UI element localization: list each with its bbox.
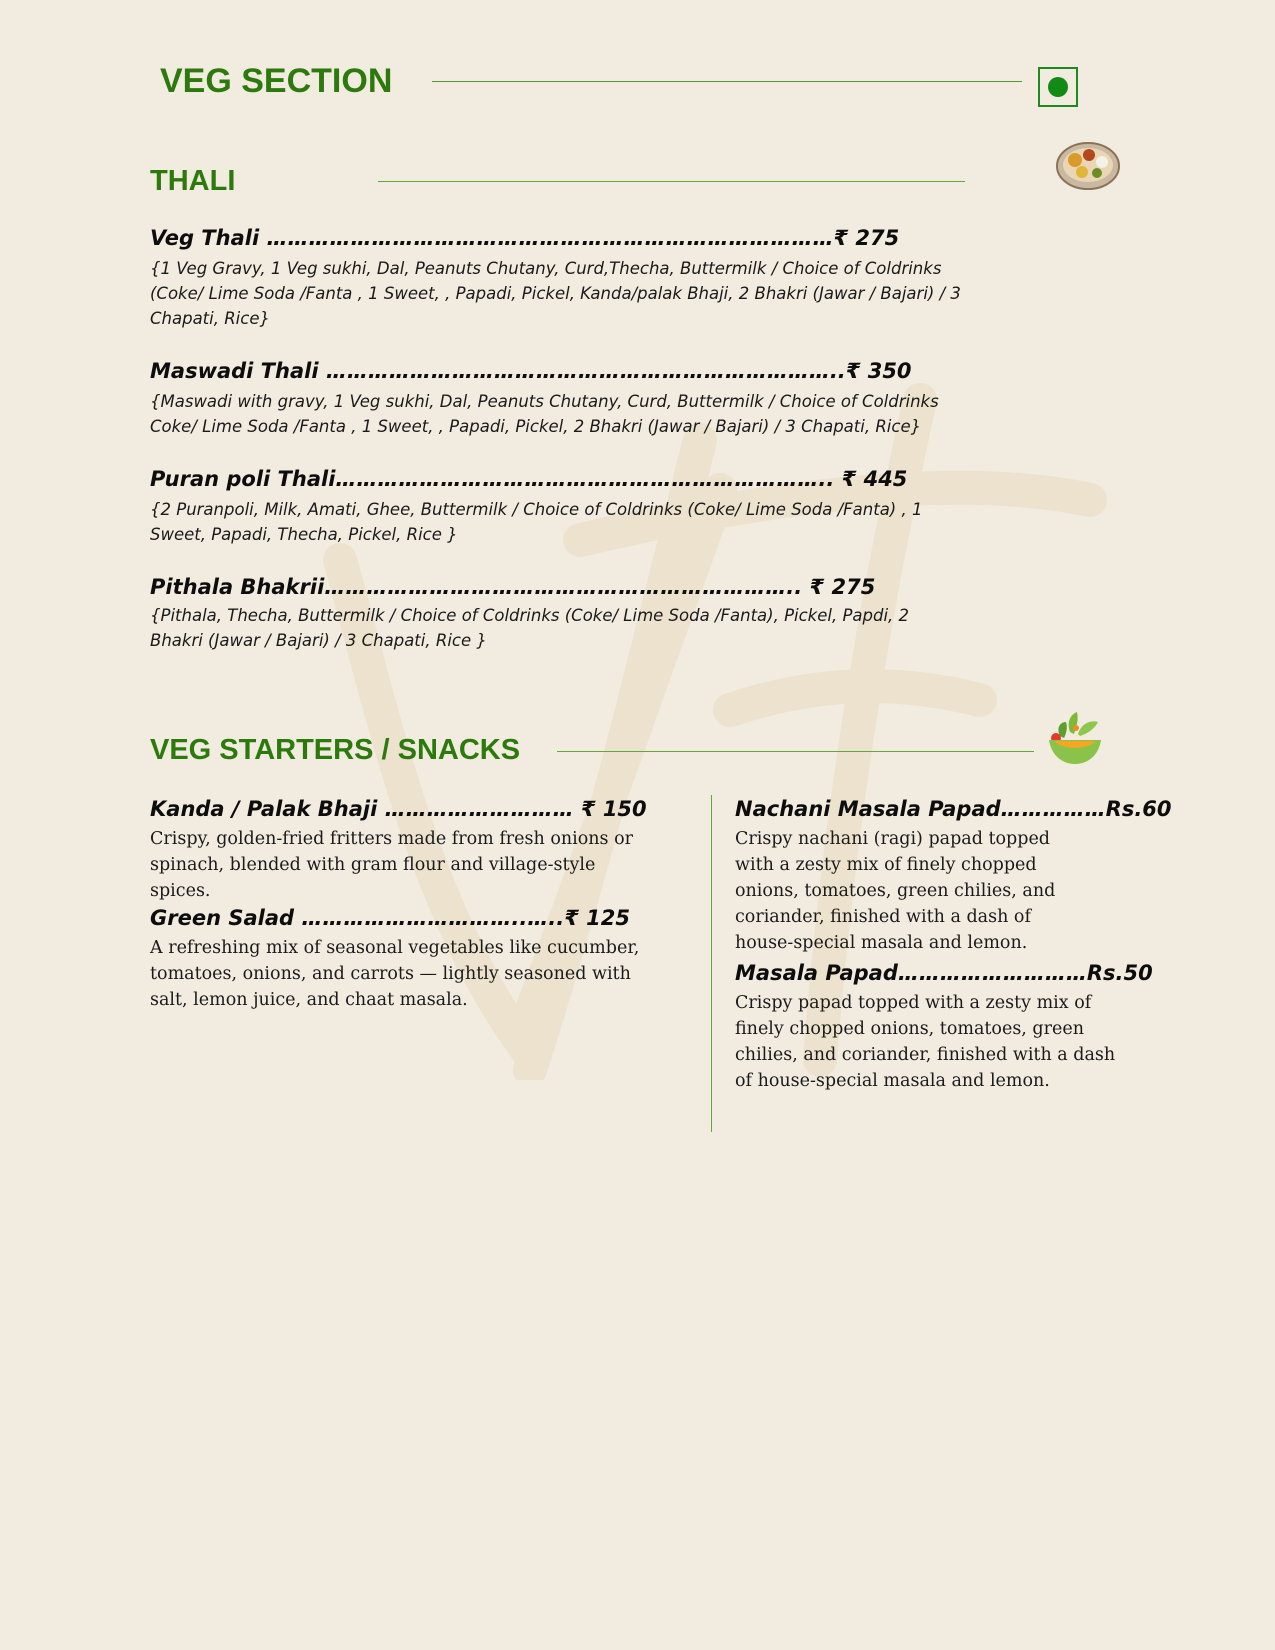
menu-item-description: {Maswadi with gravy, 1 Veg sukhi, Dal, Peanuts Chutany, Curd, Buttermilk / Choice of Coldrinks Coke/ Lime Soda /Fanta , 1 Sweet, , Papadi, Pickel, 2 Bhakri (Jawar / Bajari) / 3 Chapati, Rice}: [150, 392, 939, 436]
menu-item-title: Nachani Masala Papad……………Rs.60: [735, 797, 1172, 821]
menu-item-description: Crispy, golden-fried fritters made from fresh onions or spinach, blended with gram flour and village-style spices.: [150, 829, 633, 901]
column-divider: [711, 795, 712, 1132]
thali-plate-icon: [1055, 138, 1121, 192]
menu-item-title: Pithala Bhakrii………………………………………………………….. ₹ 275: [150, 575, 876, 599]
thali-divider: [378, 181, 965, 182]
salad-bowl-icon: [1046, 710, 1104, 768]
veg-symbol-icon: [1038, 67, 1078, 107]
menu-item-title: Green Salad …………………………..…..₹ 125: [150, 906, 631, 930]
menu-item-description: Crispy papad topped with a zesty mix of finely chopped onions, tomatoes, green chilies, and coriander, finished with a dash of house-special masala and lemon.: [735, 993, 1116, 1091]
menu-item-title: Puran poli Thali…………………………………………………………….. ₹ 445: [150, 467, 908, 491]
menu-item-description: {2 Puranpoli, Milk, Amati, Ghee, Buttermilk / Choice of Coldrinks (Coke/ Lime Soda /Fanta) , 1 Sweet, Papadi, Thecha, Pickel, Rice }: [150, 500, 923, 544]
header-divider: [432, 81, 1022, 82]
menu-item-title: Veg Thali ………………………………………………………………………₹ 275: [150, 226, 900, 250]
page-title: VEG SECTION: [160, 62, 393, 100]
menu-item-title: Masala Papad………………………Rs.50: [735, 961, 1153, 985]
starters-divider: [557, 751, 1034, 752]
thali-heading: THALI: [150, 165, 236, 197]
menu-item-description: A refreshing mix of seasonal vegetables like cucumber, tomatoes, onions, and carrots — lightly seasoned with salt, lemon juice, and chaat masala.: [150, 938, 640, 1010]
menu-item-title: Maswadi Thali ………………………………………………………………..₹ 350: [150, 359, 912, 383]
starters-heading: VEG STARTERS / SNACKS: [150, 734, 521, 766]
menu-item-description: Crispy nachani (ragi) papad topped with a zesty mix of finely chopped onions, tomatoes, green chilies, and coriander, finished with a dash of house-special masala and lemon.: [735, 829, 1056, 953]
menu-item-title: Kanda / Palak Bhaji ……………………… ₹ 150: [150, 797, 647, 821]
menu-item-description: {1 Veg Gravy, 1 Veg sukhi, Dal, Peanuts Chutany, Curd,Thecha, Buttermilk / Choice of Coldrinks (Coke/ Lime Soda /Fanta , 1 Sweet, , Papadi, Pickel, Kanda/palak Bhaji, 2 Bhakri (Jawar / Bajari) / 3 Chapati, Rice}: [150, 259, 961, 328]
menu-item-description: {Pithala, Thecha, Buttermilk / Choice of Coldrinks (Coke/ Lime Soda /Fanta), Pickel, Papdi, 2 Bhakri (Jawar / Bajari) / 3 Chapati, Rice }: [150, 606, 910, 650]
